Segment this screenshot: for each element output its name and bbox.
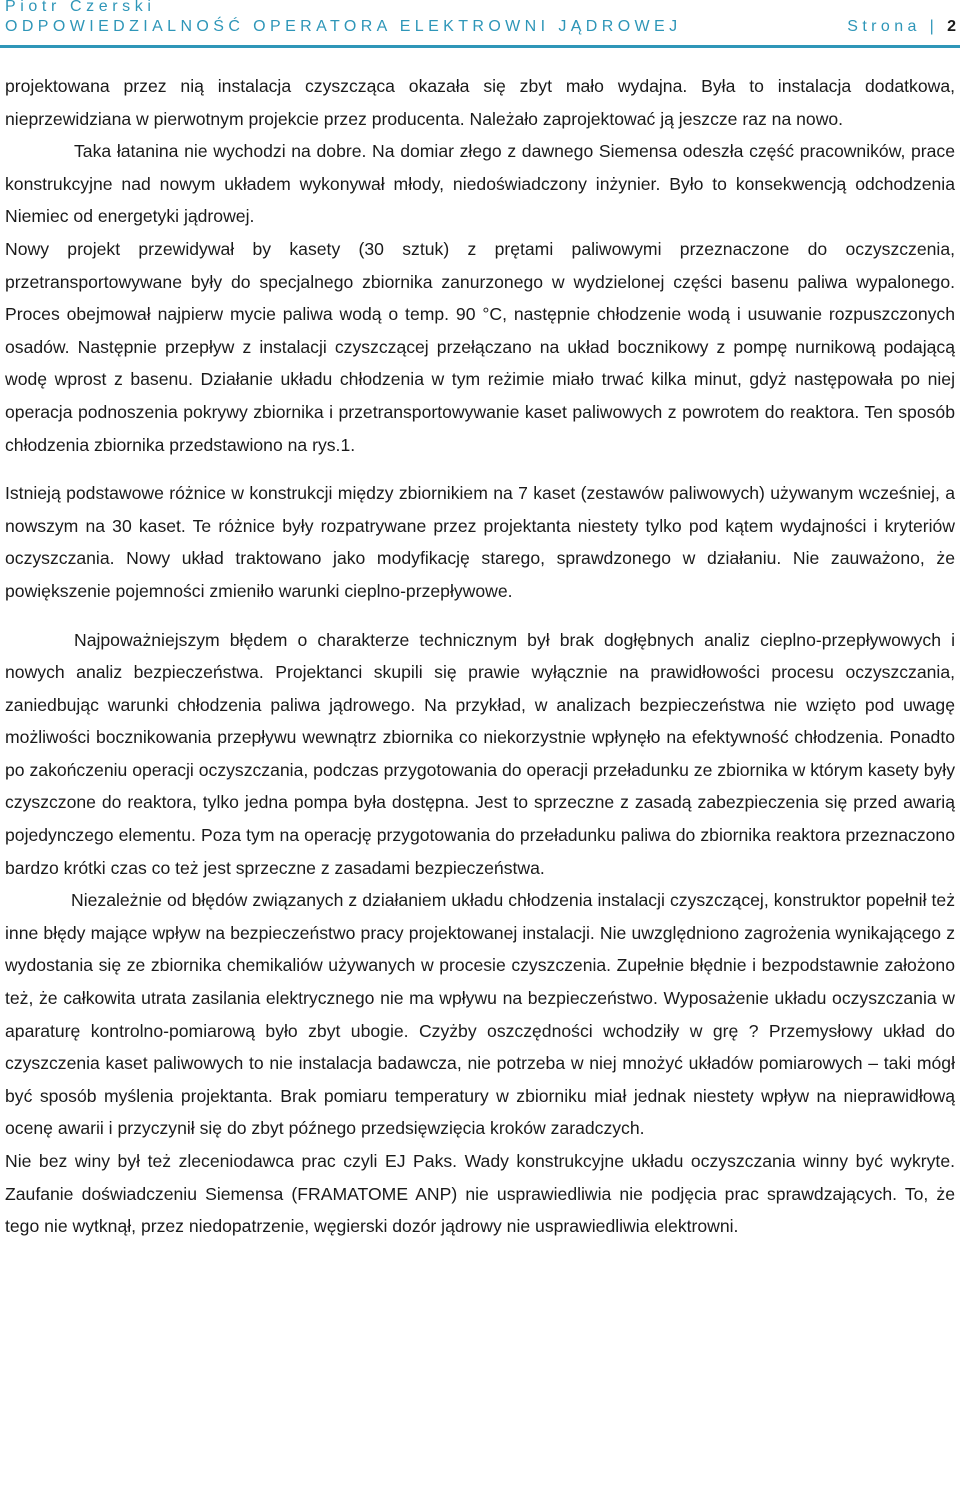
header-divider	[0, 45, 960, 48]
paragraph-gap	[5, 608, 955, 624]
paragraph: Nie bez winy był też zleceniodawca prac czyli EJ Paks. Wady konstrukcyjne układu oczyszczania winny być wykryte. Zaufanie doświadczeniu Siemensa (FRAMATOME ANP) nie usprawiedliwia nie podjęcia prac sprawdzających. To, że tego nie wytknął, przez niedopatrzenie, węgierski dozór jądrowy nie usprawiedliwia elektrowni.	[5, 1151, 955, 1237]
header-title: ODPOWIEDZIALNOŚĆ OPERATORA ELEKTROWNI JĄDROWEJ	[5, 18, 682, 35]
paragraph: Taka łatanina nie wychodzi na dobre. Na domiar złego z dawnego Siemensa odeszła część pracowników, prace konstrukcyjne nad nowym układem wykonywał młody, niedoświadczony inżynier. Było to konsekwencją odchodzenia Niemiec od energetyki jądrowej.	[5, 141, 955, 227]
page-number: 2	[947, 18, 956, 35]
page-label: Strona	[847, 18, 921, 35]
page-separator: |	[929, 18, 939, 35]
paragraph: Najpoważniejszym błędem o charakterze technicznym był brak dogłębnych analiz cieplno-przepływowych i nowych analiz bezpieczeństwa. Projektanci skupili się prawie wyłącznie na prawidłowości procesu oczyszczania, zaniedbując warunki chłodzenia paliwa jądrowego. Na przykład, w analizach bezpieczeństwa nie wzięto pod uwagę możliwości bocznikowania przepływu wewnątrz zbiornika co niekorzystnie wpłynęło na efektywność chłodzenia. Ponadto po zakończeniu operacji oczyszczania, podczas przygotowania do operacji przeładunku ze zbiornika w którym kasety były czyszczone do reaktora, tylko jedna pompa była dostępna. Jest to sprzeczne z zasadą zabezpieczenia się przed awarią pojedynczego elementu. Poza tym na operację przygotowania do przeładunku paliwa do zbiornika reaktora przeznaczono bardzo krótki czas co też jest sprzeczne z zasadami bezpieczeństwa.	[5, 629, 955, 878]
paragraph-gap	[5, 461, 955, 477]
document-body	[5, 70, 955, 1243]
header-page-indicator	[847, 18, 956, 36]
header-author: Piotr Czerski	[5, 0, 156, 15]
paragraph: Nowy projekt przewidywał by kasety (30 sztuk) z prętami paliwowymi przeznaczone do oczyszczenia, przetransportowywane były do specjalnego zbiornika zanurzonego w wydzielonej części basenu paliwa wypalonego. Proces obejmował najpierw mycie paliwa wodą o temp. 90 °C, następnie chłodzenie wodą i usuwanie rozpuszczonych osadów. Następnie przepływ z instalacji czyszczącej przełączano na układ bocznikowy z pompę nurnikową podającą wodę wprost z basenu. Działanie układu chłodzenia w tym reżimie miało trwać kilka minut, gdyż następowała po niej operacja podnoszenia pokrywy zbiornika i przetransportowywanie kaset paliwowych z powrotem do reaktora. Ten sposób chłodzenia zbiornika przedstawiono na rys.1.	[5, 238, 955, 455]
paragraph: projektowana przez nią instalacja czyszcząca okazała się zbyt mało wydajna. Była to instalacja dodatkowa, nieprzewidziana w pierwotnym projekcie przez producenta. Należało zaprojektować ją jeszcze raz na nowo.	[5, 76, 955, 129]
paragraph: Niezależnie od błędów związanych z działaniem układu chłodzenia instalacji czyszczącej, konstruktor popełnił też inne błędy mające wpływ na bezpieczeństwo pracy projektowanej instalacji. Nie uwzględniono zagrożenia wynikającego z wydostania się ze zbiornika chemikaliów używanych w procesie czyszczenia. Zupełnie błędnie i bezpodstawnie założono też, że całkowita utrata zasilania elektrycznego nie ma wpływu na bezpieczeństwo. Wyposażenie układu oczyszczania w aparaturę kontrolno-pomiarową było zbyt ubogie. Czyżby oszczędności wchodziły w grę ? Przemysłowy układ do czyszczenia kaset paliwowych to nie instalacja badawcza, nie potrzeba w niej mnożyć układów pomiarowych – taki mógł być sposób myślenia projektanta. Brak pomiaru temperatury w zbiorniku miał jednak niestety wpływ na nieprawidłową ocenę awarii i przyczynił się do zbyt późnego przedsięwzięcia kroków zaradczych.	[5, 890, 955, 1139]
paragraph: Istnieją podstawowe różnice w konstrukcji między zbiornikiem na 7 kaset (zestawów paliwowych) używanym wcześniej, a nowszym na 30 kaset. Te różnice były rozpatrywane przez projektanta niestety tylko pod kątem wydajności i kryteriów oczyszczania. Nowy układ traktowano jako modyfikację starego, sprawdzonego w działaniu. Nie zauważono, że powiększenie pojemności zmieniło warunki cieplno-przepływowe.	[5, 483, 955, 601]
